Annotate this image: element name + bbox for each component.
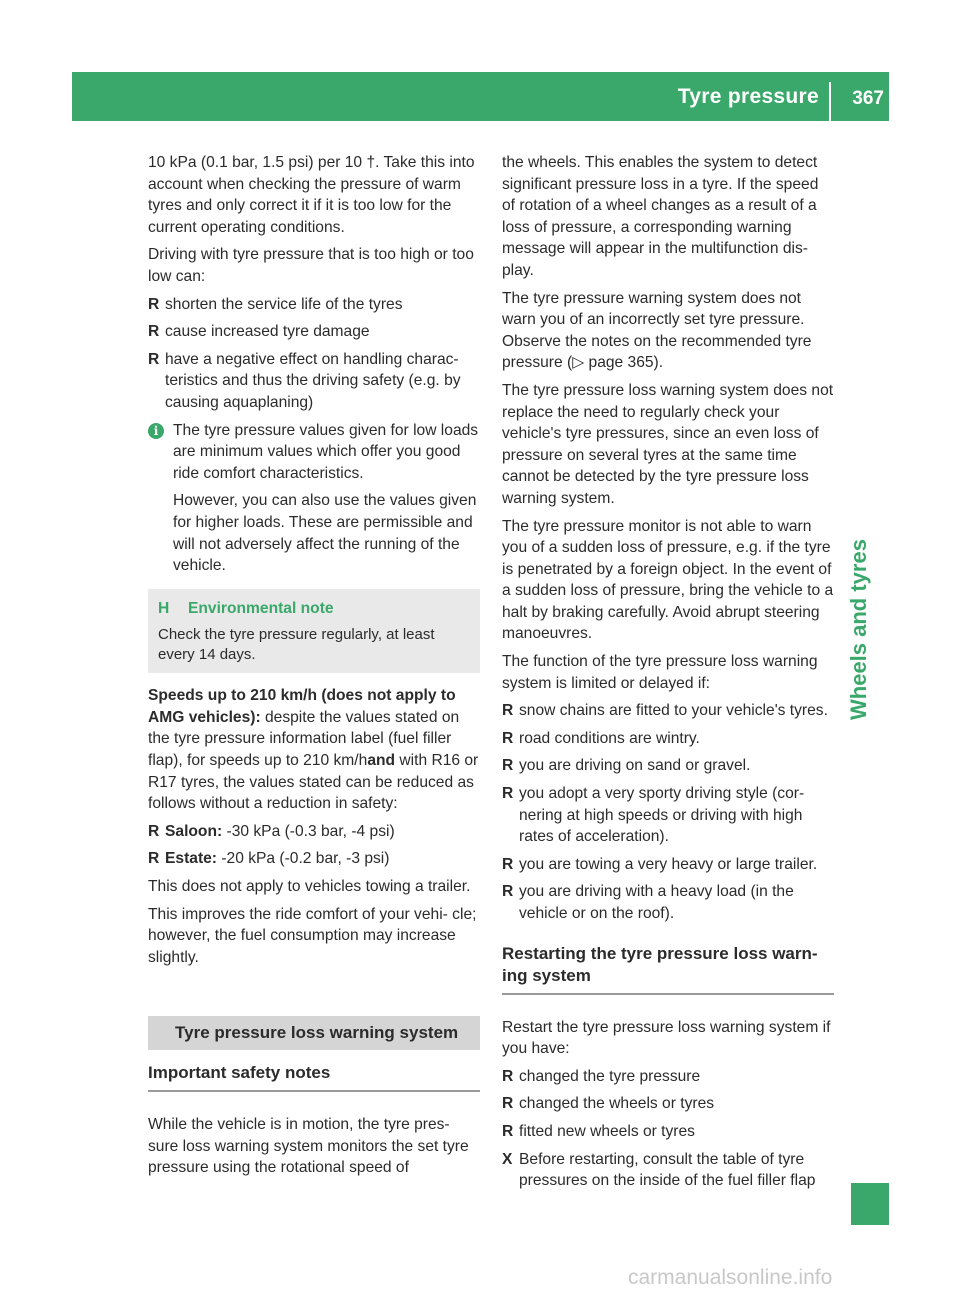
chapter-marker-block bbox=[851, 1183, 889, 1225]
watermark: carmanualsonline.info bbox=[628, 1266, 833, 1289]
header-divider bbox=[829, 82, 831, 121]
bullet-icon: R bbox=[502, 883, 514, 901]
section-heading: Tyre pressure loss warning system bbox=[148, 1016, 480, 1050]
bullet-icon: R bbox=[502, 785, 514, 803]
bullet-icon: R bbox=[148, 323, 160, 341]
subsection-heading: Restarting the tyre pressure loss warn- ing system bbox=[502, 943, 834, 995]
paragraph: The tyre pressure warning system does not warn you of an incorrectly set tyre pressure. Observe the notes on the recommended tyre pressure (▷ page 365). bbox=[502, 289, 812, 372]
header-bar bbox=[72, 72, 889, 121]
environmental-note-box bbox=[148, 589, 480, 674]
paragraph: This improves the ride comfort of your vehi- cle; however, the fuel consumption may increase slightly. bbox=[148, 905, 477, 966]
bullet-icon: R bbox=[148, 295, 160, 313]
list-item: R fitted new wheels or tyres bbox=[502, 1121, 834, 1143]
bullet-icon: R bbox=[148, 350, 160, 368]
bullet-icon: R bbox=[502, 1095, 514, 1113]
list-item: R you are driving with a heavy load (in the vehicle or on the roof). bbox=[502, 883, 794, 922]
list-item: R shorten the service life of the tyres bbox=[148, 294, 480, 316]
paragraph: the wheels. This enables the system to detect significant pressure loss in a tyre. If the speed of rotation of a wheel changes as a result of a loss of pressure, a corresponding warning message will appear in the multifunction dis- play. bbox=[502, 154, 819, 279]
list-item: R have a negative effect on handling charac- teristics and thus the driving safety (e.g. by causing aquaplaning) bbox=[148, 350, 461, 411]
paragraph: Speeds up to 210 km/h (does not apply to AMG vehicles): despite the values stated on the tyre pressure information label (fuel filler flap), for speeds up to 210 km/hand with R16 or R17 tyres, the values stated can be reduced as follows without a reduction in safety: bbox=[148, 687, 479, 813]
paragraph: However, you can also use the values given for higher loads. These are permissible and will not adversely affect the running of the vehicle. bbox=[173, 492, 477, 575]
bullet-icon: R bbox=[502, 702, 514, 720]
bullet-icon: R bbox=[148, 850, 160, 868]
bullet-icon: R bbox=[502, 1067, 514, 1085]
bullet-icon: R bbox=[502, 729, 514, 747]
paragraph: This does not apply to vehicles towing a trailer. bbox=[148, 878, 471, 896]
list-item: R cause increased tyre damage bbox=[148, 321, 480, 343]
paragraph: Restart the tyre pressure loss warning system if you have: bbox=[502, 1018, 831, 1058]
list-item: R road conditions are wintry. bbox=[502, 728, 834, 750]
subsection-heading: Important safety notes bbox=[148, 1062, 480, 1092]
page-title: Tyre pressure bbox=[677, 85, 819, 108]
lightbulb-icon: H bbox=[158, 599, 170, 617]
environmental-note-text: Check the tyre pressure regularly, at least every 14 days. bbox=[158, 626, 435, 664]
bullet-icon: R bbox=[502, 1122, 514, 1140]
list-item: R you are towing a very heavy or large trailer. bbox=[502, 854, 834, 876]
bullet-icon: R bbox=[502, 855, 514, 873]
paragraph: While the vehicle is in motion, the tyre pres- sure loss warning system monitors the set tyre pressure using the rotational speed of bbox=[148, 1116, 469, 1177]
list-item: R snow chains are fitted to your vehicle's tyres. bbox=[502, 700, 834, 722]
list-item: R changed the tyre pressure bbox=[502, 1066, 834, 1088]
environmental-note-title: H Environmental note bbox=[158, 598, 470, 620]
chapter-side-tab: Wheels and tyres bbox=[846, 539, 871, 720]
list-item: R you are driving on sand or gravel. bbox=[502, 755, 834, 777]
paragraph: Driving with tyre pressure that is too high or too low can: bbox=[148, 246, 474, 285]
list-item: R you adopt a very sporty driving style (cor- nering at high speeds or driving with high rates of acceleration). bbox=[502, 785, 805, 846]
info-note bbox=[148, 420, 480, 577]
paragraph: The function of the tyre pressure loss warning system is limited or delayed if: bbox=[502, 653, 818, 692]
paragraph: The tyre pressure values given for low loads are minimum values which offer you good ride comfort characteristics. bbox=[173, 421, 479, 482]
list-item: R Estate: -20 kPa (-0.2 bar, -3 psi) bbox=[148, 848, 480, 870]
left-column bbox=[148, 152, 480, 1185]
bullet-icon: R bbox=[502, 757, 514, 775]
step-arrow-icon: X bbox=[502, 1150, 513, 1168]
paragraph: The tyre pressure monitor is not able to warn you of a sudden loss of pressure, e.g. if the tyre is penetrated by a foreign object. In the event of a sudden loss of pressure, bring the vehicle to a halt by braking carefully. Avoid abrupt steering manoeuvres. bbox=[502, 517, 834, 643]
bullet-icon: R bbox=[148, 822, 160, 840]
instruction-step: X Before restarting, consult the table of tyre pressures on the inside of the fuel filler flap bbox=[502, 1150, 816, 1190]
right-column bbox=[502, 152, 834, 1192]
list-item: R Saloon: -30 kPa (-0.3 bar, -4 psi) bbox=[148, 821, 480, 843]
paragraph: 10 kPa (0.1 bar, 1.5 psi) per 10 †. Take this into account when checking the pressure of warm tyres and only correct it if it is too low for the current operating conditions. bbox=[148, 154, 475, 236]
list-item: R changed the wheels or tyres bbox=[502, 1093, 834, 1115]
page-number: 367 bbox=[852, 88, 884, 109]
info-icon: i bbox=[148, 423, 164, 439]
paragraph: The tyre pressure loss warning system does not replace the need to regularly check your vehicle's tyre pressures, since an even loss of pressure on several tyres at the same time cannot be detected by the tyre pressure loss warning system. bbox=[502, 381, 834, 507]
